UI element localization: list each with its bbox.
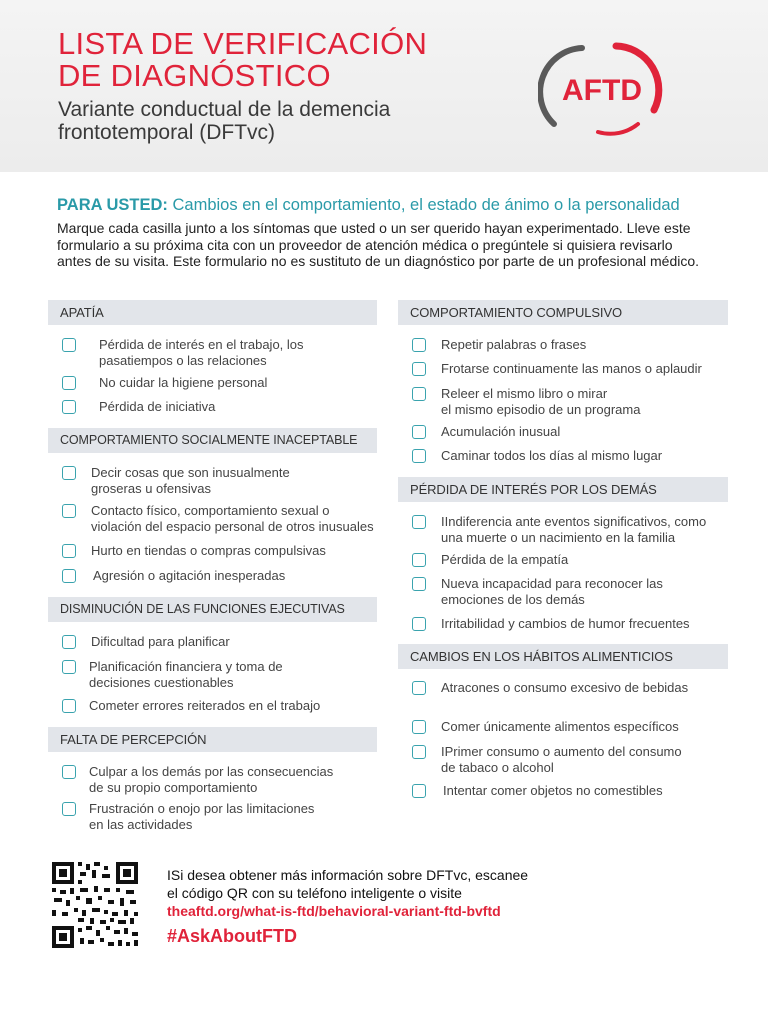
page-title: LISTA DE VERIFICACIÓN DE DIAGNÓSTICO bbox=[58, 26, 428, 93]
checklist-item: Hurto en tiendas o compras compulsivas bbox=[91, 543, 326, 558]
hashtag: #AskAboutFTD bbox=[167, 926, 297, 946]
checkbox[interactable] bbox=[62, 569, 76, 583]
section-ejecutivas: DISMINUCIÓN DE LAS FUNCIONES EJECUTIVAS bbox=[48, 597, 377, 622]
checklist-item: Repetir palabras o frases bbox=[441, 337, 587, 352]
checkbox[interactable] bbox=[412, 362, 426, 376]
checklist-item: Comer únicamente alimentos específicos bbox=[441, 719, 679, 734]
checkbox[interactable] bbox=[412, 449, 426, 463]
checklist-item: Nueva incapacidad para reconocer las emociones de los demás bbox=[441, 576, 663, 607]
checklist-item: Agresión o agitación inesperadas bbox=[93, 568, 286, 583]
section-interes: PÉRDIDA DE INTERÉS POR LOS DEMÁS bbox=[398, 477, 728, 502]
checkbox[interactable] bbox=[62, 660, 76, 674]
checklist-item: Cometer errores reiterados en el trabajo bbox=[89, 698, 321, 713]
checklist-item: Dificultad para planificar bbox=[91, 634, 230, 649]
svg-text:AFTD: AFTD bbox=[562, 74, 642, 107]
checkbox[interactable] bbox=[62, 504, 76, 518]
checkbox[interactable] bbox=[412, 553, 426, 567]
checklist-item: Releer el mismo libro o mirar el mismo episodio de un programa bbox=[441, 386, 641, 417]
section-percepcion: FALTA DE PERCEPCIÓN bbox=[48, 727, 377, 752]
section-social: COMPORTAMIENTO SOCIALMENTE INACEPTABLE bbox=[48, 428, 377, 453]
section-apatia: APATÍA bbox=[48, 300, 377, 325]
checkbox[interactable] bbox=[62, 338, 76, 352]
checkbox[interactable] bbox=[412, 681, 426, 695]
qr-code-icon[interactable] bbox=[50, 860, 140, 950]
checkbox[interactable] bbox=[62, 802, 76, 816]
section-alimenticios: CAMBIOS EN LOS HÁBITOS ALIMENTICIOS bbox=[398, 644, 728, 669]
checklist-item: Pérdida de la empatía bbox=[441, 552, 569, 567]
aftd-logo bbox=[538, 40, 668, 136]
checklist-item: Frotarse continuamente las manos o aplaudir bbox=[441, 361, 702, 376]
checkbox[interactable] bbox=[62, 635, 76, 649]
checkbox[interactable] bbox=[62, 400, 76, 414]
checklist-item: Acumulación inusual bbox=[441, 424, 561, 439]
checkbox[interactable] bbox=[412, 387, 426, 401]
checklist-item: Frustración o enojo por las limitaciones en las actividades bbox=[89, 801, 315, 832]
checkbox[interactable] bbox=[62, 699, 76, 713]
checkbox[interactable] bbox=[412, 784, 426, 798]
checkbox[interactable] bbox=[62, 544, 76, 558]
header-banner bbox=[0, 0, 768, 172]
website-link[interactable]: theaftd.org/what-is-ftd/behavioral-variant-ftd-bvftd bbox=[167, 903, 501, 919]
checkbox[interactable] bbox=[62, 376, 76, 390]
checklist-item: Caminar todos los días al mismo lugar bbox=[441, 448, 663, 463]
checklist-item: Culpar a los demás por las consecuencias de su propio comportamiento bbox=[89, 764, 334, 795]
section-compulsivo: COMPORTAMIENTO COMPULSIVO bbox=[398, 300, 728, 325]
checklist-item: Contacto físico, comportamiento sexual o violación del espacio personal de otros inusuales bbox=[91, 503, 374, 534]
checkbox[interactable] bbox=[412, 745, 426, 759]
checkbox[interactable] bbox=[412, 425, 426, 439]
checkbox[interactable] bbox=[412, 515, 426, 529]
page-subtitle: Variante conductual de la demencia frontotemporal (DFTvc) bbox=[58, 98, 391, 144]
checklist-item: Intentar comer objetos no comestibles bbox=[443, 783, 663, 798]
checklist-item: Irritabilidad y cambios de humor frecuentes bbox=[441, 616, 690, 631]
checkbox[interactable] bbox=[412, 617, 426, 631]
checklist-item: Atracones o consumo excesivo de bebidas bbox=[441, 680, 689, 695]
intro-paragraph: Marque cada casilla junto a los síntomas que usted o un ser querido hayan experimentado. Lleve este formulario a su próxima cita con un proveedor de atención médica o pregúntele si quisiera revisarlo antes de su visita. Este formulario no es sustituto de un diagnóstico por parte de un profesional médico. bbox=[57, 220, 700, 269]
checklist-item: Pérdida de interés en el trabajo, los pasatiempos o las relaciones bbox=[99, 337, 304, 368]
checkbox[interactable] bbox=[412, 338, 426, 352]
checkbox[interactable] bbox=[412, 720, 426, 734]
checkbox[interactable] bbox=[62, 466, 76, 480]
checkbox[interactable] bbox=[412, 577, 426, 591]
checkbox[interactable] bbox=[62, 765, 76, 779]
intro-heading: PARA USTED: Cambios en el comportamiento, el estado de ánimo o la personalidad bbox=[57, 196, 680, 214]
checklist-item: No cuidar la higiene personal bbox=[99, 375, 268, 390]
checklist-item: Pérdida de iniciativa bbox=[99, 399, 216, 414]
footer-info: ISi desea obtener más información sobre DFTvc, escanee el código QR con su teléfono inteligente o visite theaftd.org/what-is-ftd/behavioral-variant-ftd-bvftd bbox=[167, 867, 529, 919]
checklist-item: IPrimer consumo o aumento del consumo de tabaco o alcohol bbox=[441, 744, 682, 775]
checklist-item: Decir cosas que son inusualmente groseras u ofensivas bbox=[91, 465, 290, 496]
checklist-item: Planificación financiera y toma de decisiones cuestionables bbox=[89, 659, 283, 690]
checklist-item: IIndiferencia ante eventos significativos, como una muerte o un nacimiento en la familia bbox=[441, 514, 707, 545]
